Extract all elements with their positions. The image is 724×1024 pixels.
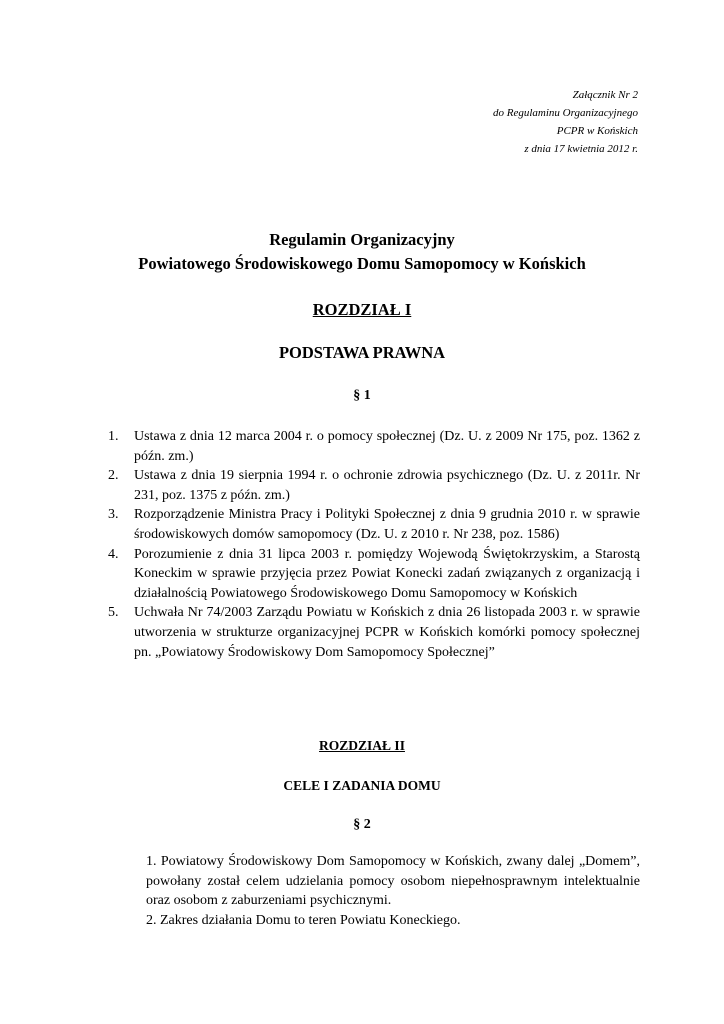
annex-line-3: PCPR w Końskich xyxy=(556,125,638,137)
annex-line-2: do Regulaminu Organizacyjnego xyxy=(492,107,638,119)
list-item xyxy=(108,427,640,466)
chapter-1-heading: ROZDZIAŁ I xyxy=(312,300,412,319)
list-item xyxy=(108,466,640,505)
list-item-text: Ustawa z dnia 19 sierpnia 1994 r. o ochronie zdrowia psychicznego (Dz. U. z 2011r. Nr 231, poz. 1375 z późn. zm.) xyxy=(134,468,640,503)
annex-line-1: Załącznik Nr 2 xyxy=(572,89,638,101)
list-item-number: 4. xyxy=(108,546,119,562)
goals-list xyxy=(146,852,640,930)
list-item-number: 3. xyxy=(108,507,119,523)
list-item xyxy=(108,505,640,544)
paragraph-1-mark: § 1 xyxy=(353,388,371,403)
list-item xyxy=(108,603,640,662)
annex-line-4: z dnia 17 kwietnia 2012 r. xyxy=(524,143,638,155)
legal-basis-list xyxy=(108,427,640,662)
list-item-text: Ustawa z dnia 12 marca 2004 r. o pomocy społecznej (Dz. U. z 2009 Nr 175, poz. 1362 z późn. zm.) xyxy=(134,429,640,464)
chapter-2-heading: ROZDZIAŁ II xyxy=(319,738,405,753)
list-item xyxy=(108,545,640,604)
chapter-2-subheading: CELE I ZADANIA DOMU xyxy=(283,778,441,793)
title-line-1: Regulamin Organizacyjny xyxy=(269,230,455,249)
paragraph-2-mark: § 2 xyxy=(353,817,371,832)
annex-note xyxy=(493,86,638,158)
goals-item-1: 1. Powiatowy Środowiskowy Dom Samopomocy w Końskich, zwany dalej „Domem”, powołany został celem udzielania pomocy osobom niepełnosprawnym intelektualnie oraz osobom z zaburzeniami psychicznymi. xyxy=(146,854,640,909)
document-title xyxy=(0,228,724,276)
goals-item-2: 2. Zakres działania Domu to teren Powiatu Koneckiego. xyxy=(146,912,461,928)
list-item-number: 5. xyxy=(108,605,119,621)
list-item-text: Porozumienie z dnia 31 lipca 2003 r. pomiędzy Wojewodą Świętokrzyskim, a Starostą Koneckim w sprawie przyjęcia przez Powiat Konecki zadań związanych z organizacją i działalnością Powiatowego Środowiskowego Domu Samopomocy w Końskich xyxy=(134,546,640,601)
list-item-text: Rozporządzenie Ministra Pracy i Polityki Społecznej z dnia 9 grudnia 2010 r. w sprawie środowiskowych domów samopomocy (Dz. U. z 2010 r. Nr 238, poz. 1586) xyxy=(134,507,640,542)
list-item-number: 1. xyxy=(108,429,119,444)
list-item-number: 2. xyxy=(108,468,119,484)
chapter-1-subheading: PODSTAWA PRAWNA xyxy=(278,343,446,362)
title-line-2: Powiatowego Środowiskowego Domu Samopomocy w Końskich xyxy=(138,254,586,273)
list-item-text: Uchwała Nr 74/2003 Zarządu Powiatu w Końskich z dnia 26 listopada 2003 r. w sprawie utworzenia w strukturze organizacyjnej PCPR w Końskich komórki pomocy społecznej pn. „Powiatowy Środowiskowy Dom Samopomocy Społecznej” xyxy=(134,605,640,660)
